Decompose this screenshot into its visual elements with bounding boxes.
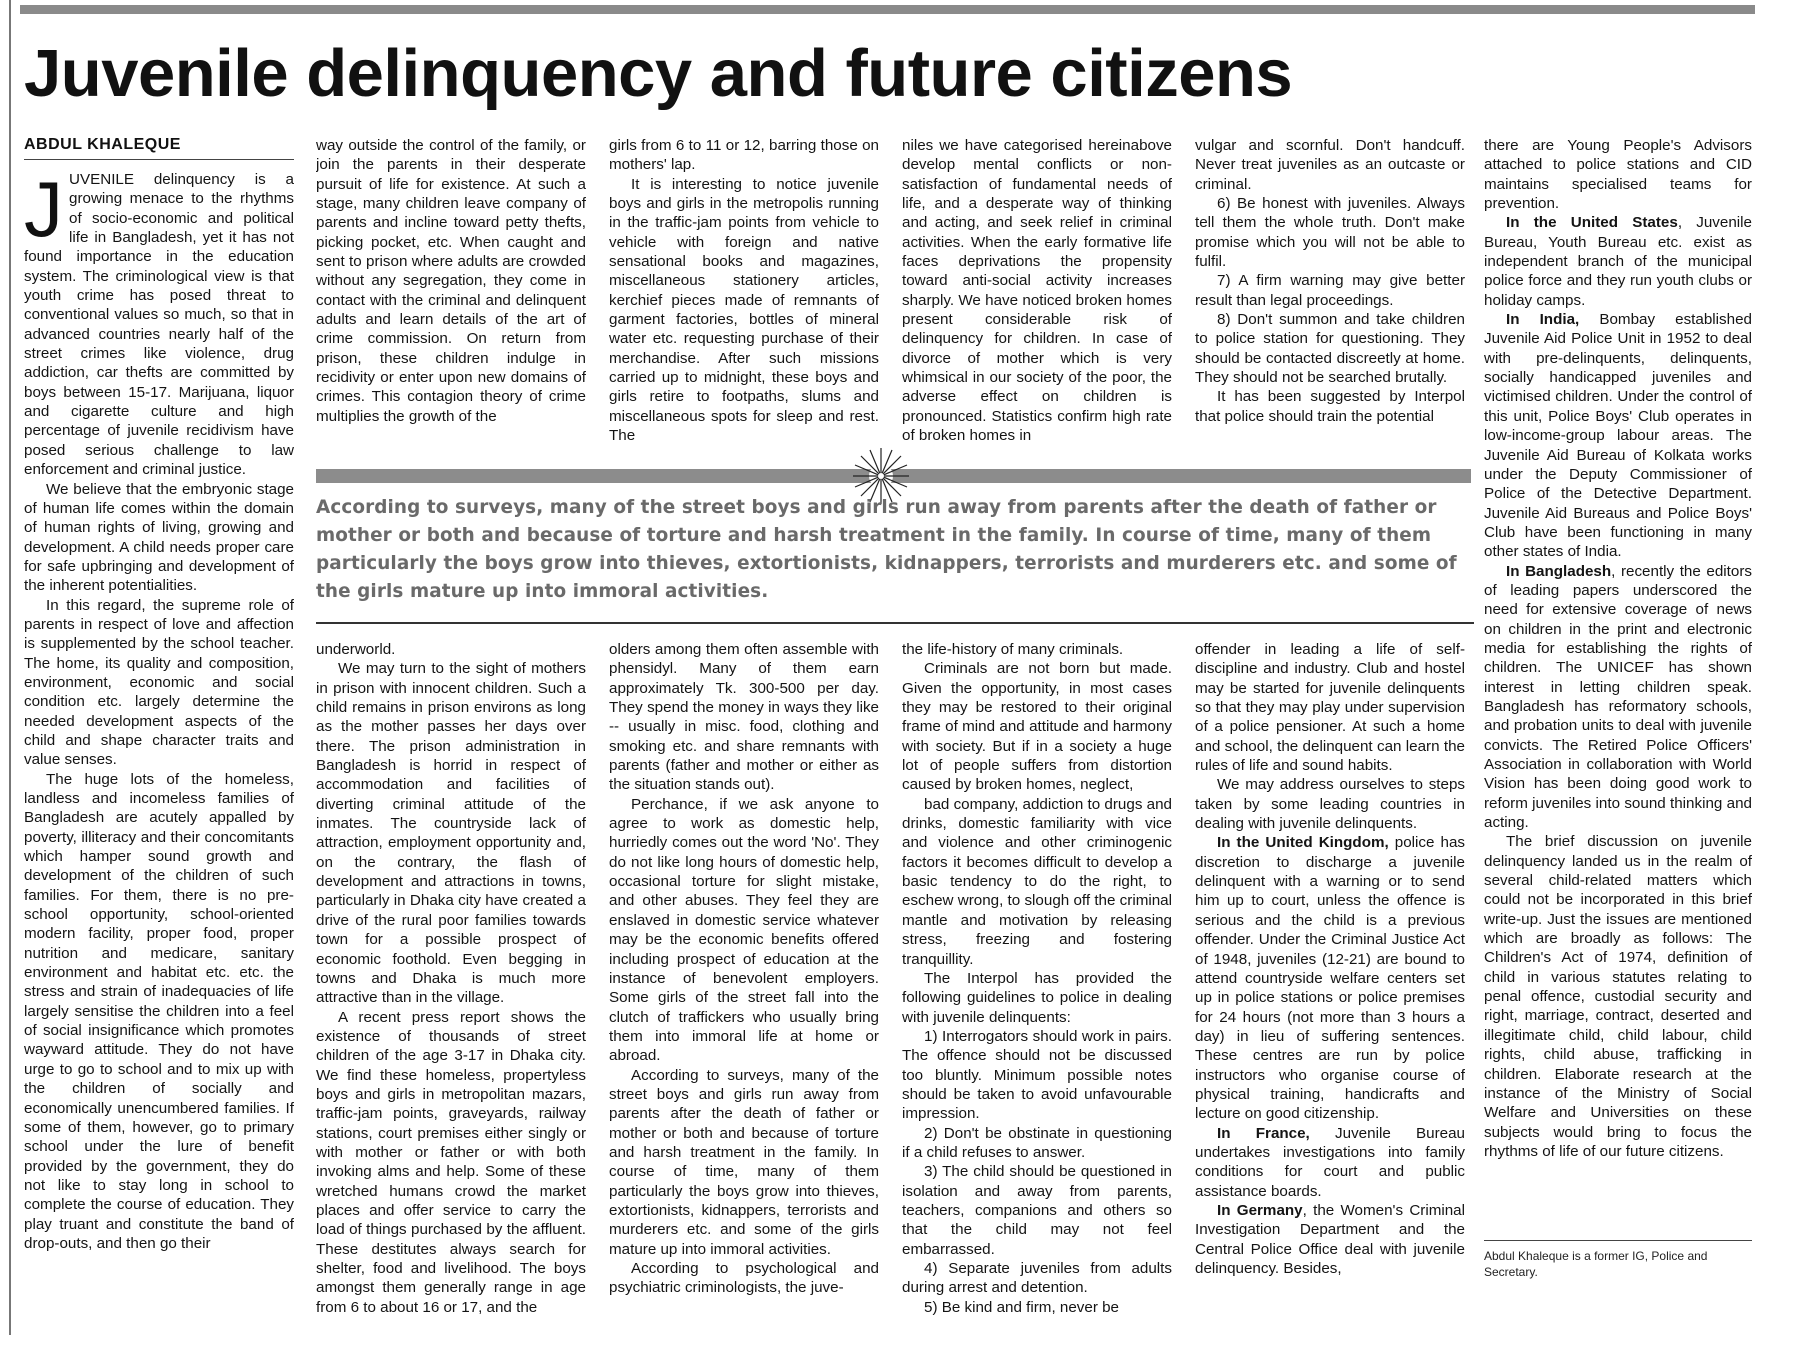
- author-note: Abdul Khaleque is a former IG, Police and Secretary.: [1484, 1249, 1708, 1279]
- paragraph: 6) Be honest with juveniles. Always tell them the whole truth. Don't make promise which you will not be able to fulfil.: [1195, 195, 1465, 271]
- paragraph: The brief discussion on juvenile delinquency landed us in the realm of several child-related matters which could not be incorporated in this brief write-up. Just the issues are mentioned which are broadly as follows: The Children's Act of 1974, definition of child in various statutes relating to penal offence, custodial security and right, marriage, contract, deserted and illegitimate child, child labour, child rights, child abuse, trafficking in children. Elaborate research at the instance of the Ministry of Social Welfare and Universities on these subjects would bring to focus the rhythms of life of our future citizens.: [1484, 833, 1752, 1160]
- column-3-top: [609, 136, 879, 450]
- top-rule: [20, 5, 1755, 14]
- country-lead: In the United Kingdom,: [1217, 834, 1389, 852]
- column-5-top: [1195, 136, 1465, 450]
- paragraph: olders among them often assemble with phensidyl. Many of them earn approximately Tk. 300-500 per day. They spend the money in ways they like -- usually in misc. food, clothing and smoking etc. and share remnants with parents (father and mother or either as the situation stands out).: [609, 641, 879, 794]
- paragraph: A recent press report shows the existence of thousands of street children of the age 3-17 in Dhaka city. We find these homeless, propertyless boys and girls in metropolitan mazars, traffic-jam points, graveyards, railway stations, court premises either singly or with mother or father or with both invoking alms and help. Some of these wretched humans crowd the market places and offer service to carry the load of things purchased by the affluent. These destitutes always search for shelter, food and livelihood. The boys amongst them generally range in age from 6 to about 16 or 17, and the: [316, 1008, 586, 1316]
- paragraph: We may turn to the sight of mothers in prison with innocent children. Such a child remains in prison environs as long as the mother passes her days over there. The prison administration in Bangladesh is horrid in respect of accommodation and facilities of diverting criminal attitude of the inmates. The countryside lack of attraction, employment opportunity and, on the contrary, the flash of development and attractions in towns, particularly in Dhaka city have created a drive of the rural poor families towards town for a possible prospect of economic foothold. Even begging in towns and Dhaka is much more attractive than in the village.: [316, 660, 586, 1007]
- paragraph: underworld.: [316, 641, 396, 658]
- paragraph: We may address ourselves to steps taken by some leading countries in dealing with juvenile delinquents.: [1195, 776, 1465, 833]
- country-lead: In India,: [1506, 311, 1580, 329]
- paragraph: In the United States, Juvenile Bureau, Youth Bureau etc. exist as independent branch of the municipal police force and they run youth clubs or holiday camps.: [1484, 214, 1752, 309]
- paragraph: According to psychological and psychiatric criminologists, the juve-: [609, 1260, 879, 1297]
- column-2-top: [316, 136, 586, 450]
- paragraph: there are Young People's Advisors attached to police stations and CID maintains specialised teams for prevention.: [1484, 137, 1752, 213]
- paragraph: 3) The child should be questioned in isolation and away from parents, teachers, companions and others so that the child may not feel embarrassed.: [902, 1163, 1172, 1258]
- paragraph: 1) Interrogators should work in pairs. The offence should not be discussed too bluntly. Minimum possible notes should be taken to avoid unfavourable impression.: [902, 1027, 1172, 1123]
- paragraph: In this regard, the supreme role of parents in respect of love and affection is supplemented by the school teacher. The home, its quality and composition, environment, economic and social condition etc. largely determine the needed development aspects of the child and shape character traits and value senses.: [24, 596, 294, 769]
- column-4-top: [902, 136, 1172, 450]
- column-5-bottom: [1195, 640, 1465, 1335]
- paragraph: way outside the control of the family, or join the parents in their desperate pursuit of life for existence. At such a stage, many children leave company of parents and incline toward petty thefts, picking pocket, etc. When caught and sent to prison where adults are crowded without any segregation, they come in contact with the criminal and delinquent adults and learn details of the art of crime commission. On return from prison, these children indulge in recidivity or enter upon new domains of crimes. This contagion theory of crime multiplies the growth of the: [316, 137, 586, 425]
- country-lead: In Bangladesh: [1506, 562, 1612, 580]
- pull-quote-rule: [316, 622, 1474, 624]
- column-1: [24, 170, 294, 1335]
- headline: Juvenile delinquency and future citizens: [24, 36, 1293, 111]
- byline-rule: [24, 159, 294, 160]
- drop-cap: J: [24, 170, 63, 253]
- paragraph: We believe that the embryonic stage of human life comes within the domain of human rights of living, growing and development. A child needs proper care for safe upbringing and development of the inherent potentialities.: [24, 480, 294, 595]
- paragraph: 2) Don't be obstinate in questioning if a child refuses to answer.: [902, 1124, 1172, 1161]
- paragraph: 7) A firm warning may give better result than legal proceedings.: [1195, 272, 1465, 309]
- paragraph: The huge lots of the homeless, landless and incomeless families of Bangladesh are acutely appalled by poverty, illiteracy and their concomitants which hamper sound growth and development of the children of such families. For them, there is no pre-school opportunity, school-oriented modern facility, proper food, proper nutrition and medicare, sanitary environment and habitat etc. etc. the stress and strain of inadequacies of life largely sensitise the children into a feel of social insignificance which promotes wayward attitude. They do not have urge to go to school and to mix up with the children of socially and economically unencumbered families. If some of them, however, go to primary school under the lure of benefit provided by the government, they do not like to stay long in school to complete the course of education. They play truant and constitute the band of drop-outs, and then go their: [24, 770, 294, 1252]
- paragraph: 4) Separate juveniles from adults during arrest and detention.: [902, 1260, 1172, 1297]
- paragraph: vulgar and scornful. Don't handcuff. Never treat juveniles as an outcaste or criminal.: [1195, 137, 1465, 193]
- paragraph: JUVENILE delinquency is a growing menace to the rhythms of socio-economic and political life in Bangladesh, yet it has not found importance in the education system. The criminological view is that youth crime has posed threat to conventional values so much, so that in advanced countries nearly half of the street crimes like violence, drug addiction, car thefts are committed by boys between 15-17. Marijuana, liquor and cigarette culture and high percentage of juvenile recidivism have posed serious challenge to law enforcement and criminal justice.: [24, 170, 294, 479]
- paragraph: offender in leading a life of self-discipline and industry. Club and hostel may be started for juvenile delinquents so that they may play under supervision of a police pensioner. At such a home and school, the delinquent can learn the rules of life and sound habits.: [1195, 641, 1465, 775]
- country-lead: In Germany: [1217, 1201, 1303, 1219]
- paragraph: In Germany, the Women's Criminal Investigation Department and the Central Police Office deal with juvenile delinquency. Besides,: [1195, 1201, 1465, 1277]
- column-2-bottom: [316, 640, 586, 1335]
- paragraph: In Bangladesh, recently the editors of leading papers underscored the need for extensive coverage of news on children in the print and electronic media for establishing the rights of children. The UNICEF has shown interest in letting children speak. Bangladesh has reformatory schools, and probation units to deal with juvenile convicts. The Retired Police Officers' Association in collaboration with World Vision has been doing good work to reform juveniles into sound thinking and acting.: [1484, 562, 1752, 832]
- byline: ABDUL KHALEQUE: [24, 136, 181, 153]
- paragraph: Perchance, if we ask anyone to agree to work as domestic help, hurriedly comes out the word 'No'. They do not like long hours of domestic help, occasional torture for slight mistake, and other abuses. They feel they are enslaved in domestic service whatever may be the economic benefits offered including prospect of education at the instance of benevolent employers. Some girls of the street fall into the clutch of traffickers who usually bring them into immoral life at home or abroad.: [609, 795, 879, 1065]
- paragraph: It has been suggested by Interpol that police should train the potential: [1195, 388, 1465, 425]
- paragraph: The Interpol has provided the following guidelines to police in dealing with juvenile delinquents:: [902, 969, 1172, 1026]
- paragraph: niles we have categorised hereinabove develop mental conflicts or non-satisfaction of fundamental needs of life, and a desperate way of thinking and acting, and seek relief in criminal activities. When the early formative life faces deprivations the propensity toward anti-social activity increases sharply. We have noticed broken homes present considerable risk of delinquency for children. In case of divorce of mother which is very whimsical in our society of the poor, the adverse effect on children is pronounced. Statistics confirm high rate of broken homes in: [902, 137, 1172, 445]
- author-note-rule: [1484, 1240, 1752, 1241]
- country-lead: In France,: [1217, 1124, 1310, 1142]
- paragraph: In India, Bombay established Juvenile Aid Police Unit in 1952 to deal with pre-delinquents, delinquents, socially handicapped juveniles and victimised children. Under the control of this unit, Police Boys' Club operates in low-income-group labour areas. The Juvenile Aid Bureau of Kolkata works under the Deputy Commissioner of Police of the Detective Department. Juvenile Aid Bureaus and Police Boys' Club have been functioning in many other states of India.: [1484, 311, 1752, 561]
- paragraph: It is interesting to notice juvenile boys and girls in the metropolis running in the traffic-jam points from vehicle to vehicle with foreign and native sensational books and magazines, miscellaneous stationery articles, kerchief pieces made of remnants of garment factories, bottles of mineral water etc. requesting purchase of their merchandise. After such missions carried up to midnight, these boys and girls retire to footpaths, slums and miscellaneous spots for sleep and rest. The: [609, 175, 879, 445]
- paragraph: In the United Kingdom, police has discretion to discharge a juvenile delinquent with a warning or to send him up to court, unless the offence is serious and the child is a previous offender. Under the Criminal Justice Act of 1948, juveniles (12-21) are bound to attend countryside welfare centers set up in police stations or police premises for 24 hours (not more than 3 hours a day) in lieu of suffering sentences. These centres are run by police instructors who organise course of physical training, handicrafts and lecture on good citizenship.: [1195, 834, 1465, 1123]
- paragraph: bad company, addiction to drugs and drinks, domestic familiarity with vice and violence and other criminogenic factors it becomes difficult to develop a basic tendency to do the right, to eschew wrong, to slough off the criminal mantle and motivation by releasing stress, freezing and fostering tranquillity.: [902, 795, 1172, 968]
- paragraph: Criminals are not born but made. Given the opportunity, in most cases they may be restored to their original frame of mind and attitude and harmony with society. But if in a society a huge lot of people suffers from distortion caused by broken homes, neglect,: [902, 660, 1172, 794]
- column-4-bottom: [902, 640, 1172, 1335]
- column-3-bottom: [609, 640, 879, 1335]
- column-6: [1484, 136, 1752, 1232]
- paragraph: 5) Be kind and firm, never be: [924, 1298, 1120, 1316]
- country-lead: In the United States: [1506, 214, 1678, 232]
- paragraph: 8) Don't summon and take children to police station for questioning. They should be contacted discreetly at home. They should not be searched brutally.: [1195, 311, 1465, 387]
- paragraph: According to surveys, many of the street boys and girls run away from parents after the death of father or mother or both and because of torture and harsh treatment in the family. In course of time, many of them particularly the boys grow into thieves, extortionists, kidnappers, terrorists and murderers etc. and some of the girls mature up into immoral activities.: [609, 1066, 879, 1258]
- paragraph: girls from 6 to 11 or 12, barring those on mothers' lap.: [609, 137, 879, 174]
- paragraph: the life-history of many criminals.: [902, 641, 1124, 658]
- left-border-rule: [9, 0, 11, 1335]
- paragraph: In France, Juvenile Bureau undertakes investigations into family conditions for court and public assistance boards.: [1195, 1124, 1465, 1200]
- pull-quote: According to surveys, many of the street boys and girls run away from parents after the death of father or mother or both and because of torture and harsh treatment in the family. In course of time, many of them particularly the boys grow into thieves, extortionists, kidnappers, terrorists and murderers etc. and some of the girls mature up into immoral activities.: [316, 497, 1457, 602]
